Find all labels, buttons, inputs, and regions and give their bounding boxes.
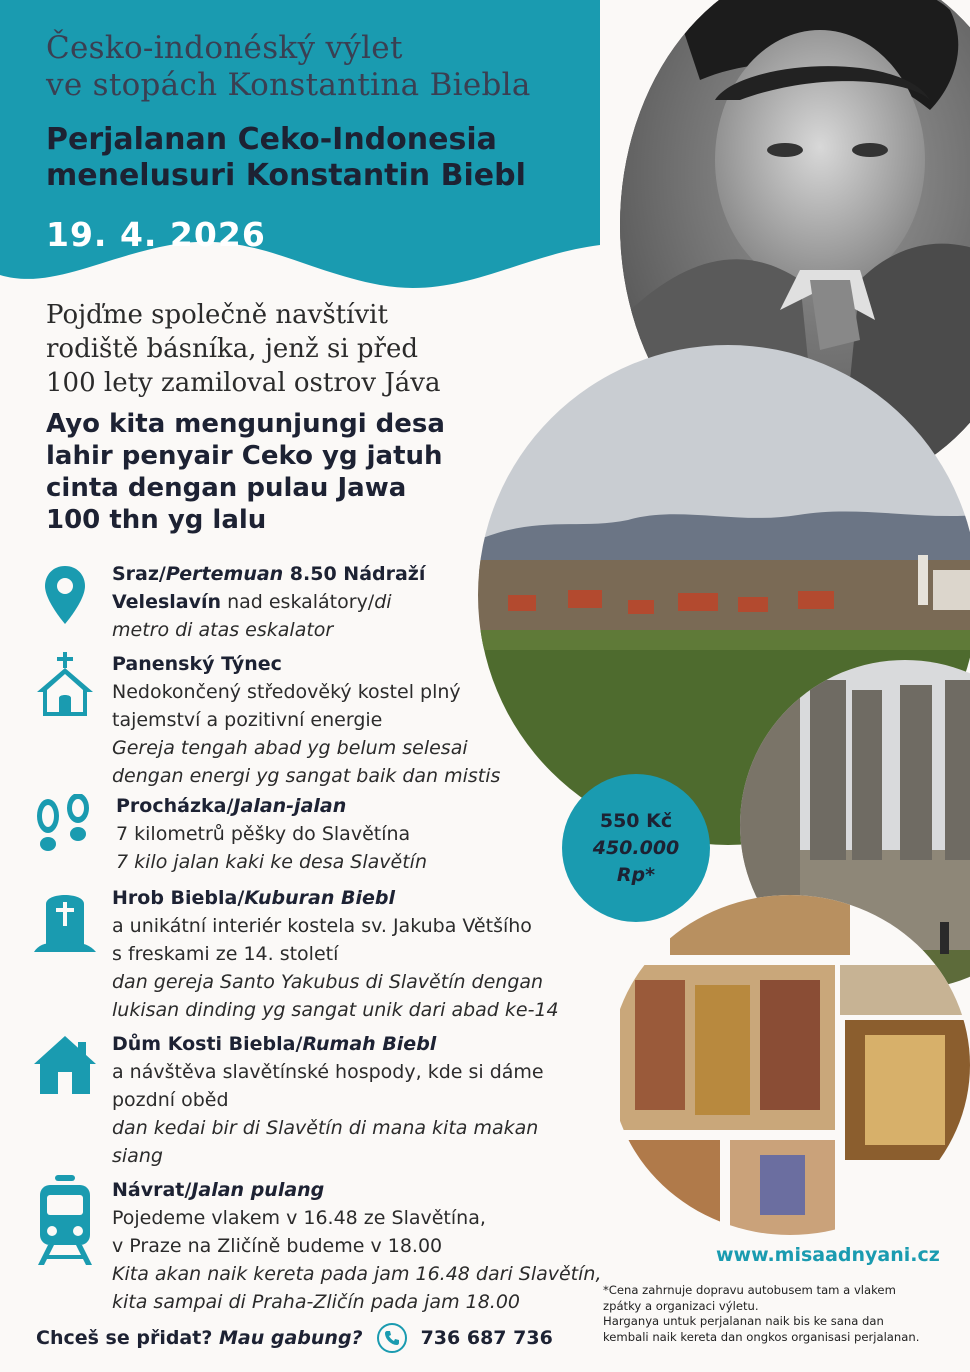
panensky-tynec-cz-2: tajemství a pozitivní energie	[112, 709, 383, 731]
meeting-label: Sraz/	[112, 563, 166, 585]
return-heading-cz: Návrat/	[112, 1179, 192, 1201]
intro-indonesian-line4: 100 thn yg lalu	[46, 505, 267, 535]
title-indonesian-line1: Perjalanan Ceko-Indonesia	[46, 122, 497, 157]
grave-text	[112, 884, 632, 1024]
panensky-tynec-heading: Panenský Týnec	[112, 653, 282, 675]
walk-cz: 7 kilometrů pěšky do Slavětína	[116, 823, 411, 845]
grave-icon	[30, 884, 100, 954]
walk-heading-id: Jalan-jalan	[233, 795, 347, 817]
house-heading-cz: Dům Kosti Biebla/	[112, 1033, 303, 1055]
grave-cz-1: a unikátní interiér kostela sv. Jakuba Většího	[112, 915, 532, 937]
location-pin-icon	[30, 560, 100, 630]
join-question-cz: Chceš se přidat?	[36, 1327, 213, 1349]
house-id-2: siang	[112, 1145, 163, 1167]
return-cz-2: v Praze na Zličíně budeme v 18.00	[112, 1235, 443, 1257]
grave-cz-2: s freskami ze 14. století	[112, 943, 339, 965]
phone-number[interactable]: 736 687 736	[420, 1327, 553, 1349]
phone-icon	[377, 1323, 407, 1353]
event-date: 19. 4. 2026	[46, 215, 266, 254]
intro-czech-line2: rodiště básníka, jenž si před	[46, 334, 418, 364]
price-idr: 450.000	[592, 836, 680, 859]
house-heading-id: Rumah Biebl	[302, 1033, 437, 1055]
price-idr-unit: Rp*	[616, 863, 656, 886]
title-czech-line1: Česko-indonéský výlet	[46, 30, 403, 66]
intro-indonesian-line2: lahir penyair Ceko yg jatuh	[46, 441, 443, 471]
website-link[interactable]: www.misaadnyani.cz	[716, 1244, 940, 1266]
meeting-place-id-start: di	[374, 591, 392, 613]
join-question-id: Mau gabung?	[219, 1327, 363, 1349]
price-note-id-1: Harganya untuk perjalanan naik bis ke sana dan	[603, 1314, 884, 1328]
title-czech	[46, 30, 606, 104]
panensky-tynec-id-1: Gereja tengah abad yg belum selesai	[112, 737, 468, 759]
intro-indonesian	[46, 408, 516, 536]
title-indonesian-line2: menelusuri Konstantin Biebl	[46, 158, 526, 193]
meeting-text	[112, 560, 632, 644]
return-heading-id: Jalan pulang	[191, 1179, 325, 1201]
walk-heading-cz: Procházka/	[116, 795, 234, 817]
return-cz-1: Pojedeme vlakem v 16.48 ze Slavětína,	[112, 1207, 486, 1229]
grave-id-2: lukisan dinding yg sangat unik dari abad ke-14	[112, 999, 559, 1021]
meeting-label-id: Pertemuan	[165, 563, 284, 585]
grave-heading-id: Kuburan Biebl	[244, 887, 395, 909]
intro-czech	[46, 298, 516, 400]
house-cz-1: a návštěva slavětínské hospody, kde si dáme	[112, 1061, 544, 1083]
house-id-1: dan kedai bir di Slavětín di mana kita makan	[112, 1117, 539, 1139]
fresco-collage-photo	[610, 895, 970, 1235]
church-icon	[30, 650, 100, 720]
house-cz-2: pozdní oběd	[112, 1089, 229, 1111]
return-id-2: kita sampai di Praha-Zličín pada jam 18.00	[112, 1291, 521, 1313]
return-text	[112, 1176, 632, 1316]
price-note-id-2: kembali naik kereta dan ongkos organisasi perjalanan.	[603, 1329, 920, 1344]
grave-id-1: dan gereja Santo Yakubus di Slavětín dengan	[112, 971, 544, 993]
price-note-cz-1: *Cena zahrnuje dopravu autobusem tam a vlakem	[603, 1283, 896, 1297]
panensky-tynec-text	[112, 650, 632, 790]
price-czk: 550 Kč	[599, 809, 673, 832]
price-badge	[562, 774, 710, 922]
grave-heading-cz: Hrob Biebla/	[112, 887, 245, 909]
house-text	[112, 1030, 632, 1170]
title-indonesian	[46, 122, 606, 194]
house-icon	[30, 1030, 100, 1100]
meeting-time: 8.50 Nádraží	[283, 563, 426, 585]
footprints-icon	[30, 792, 100, 862]
walk-text	[116, 792, 636, 876]
panensky-tynec-id-2: dengan energi yg sangat baik dan mistis	[112, 765, 501, 787]
meeting-place-cz: nad eskalátory/	[221, 591, 375, 613]
intro-indonesian-line3: cinta dengan pulau Jawa	[46, 473, 407, 503]
train-icon	[30, 1186, 100, 1256]
walk-id: 7 kilo jalan kaki ke desa Slavětín	[116, 851, 427, 873]
meeting-station: Veleslavín	[112, 591, 222, 613]
return-id-1: Kita akan naik kereta pada jam 16.48 dari Slavětín,	[112, 1263, 602, 1285]
intro-indonesian-line1: Ayo kita mengunjungi desa	[46, 409, 445, 439]
intro-czech-line3: 100 lety zamiloval ostrov Jáva	[46, 368, 441, 398]
footer-contact	[36, 1323, 553, 1353]
price-note-cz-2: zpátky a organizaci výletu.	[603, 1298, 759, 1313]
price-note	[603, 1283, 963, 1345]
intro-czech-line1: Pojďme společně navštívit	[46, 300, 388, 330]
panensky-tynec-cz-1: Nedokončený středověký kostel plný	[112, 681, 461, 703]
title-czech-line2: ve stopách Konstantina Biebla	[46, 67, 531, 103]
meeting-place-id: metro di atas eskalator	[112, 619, 334, 641]
